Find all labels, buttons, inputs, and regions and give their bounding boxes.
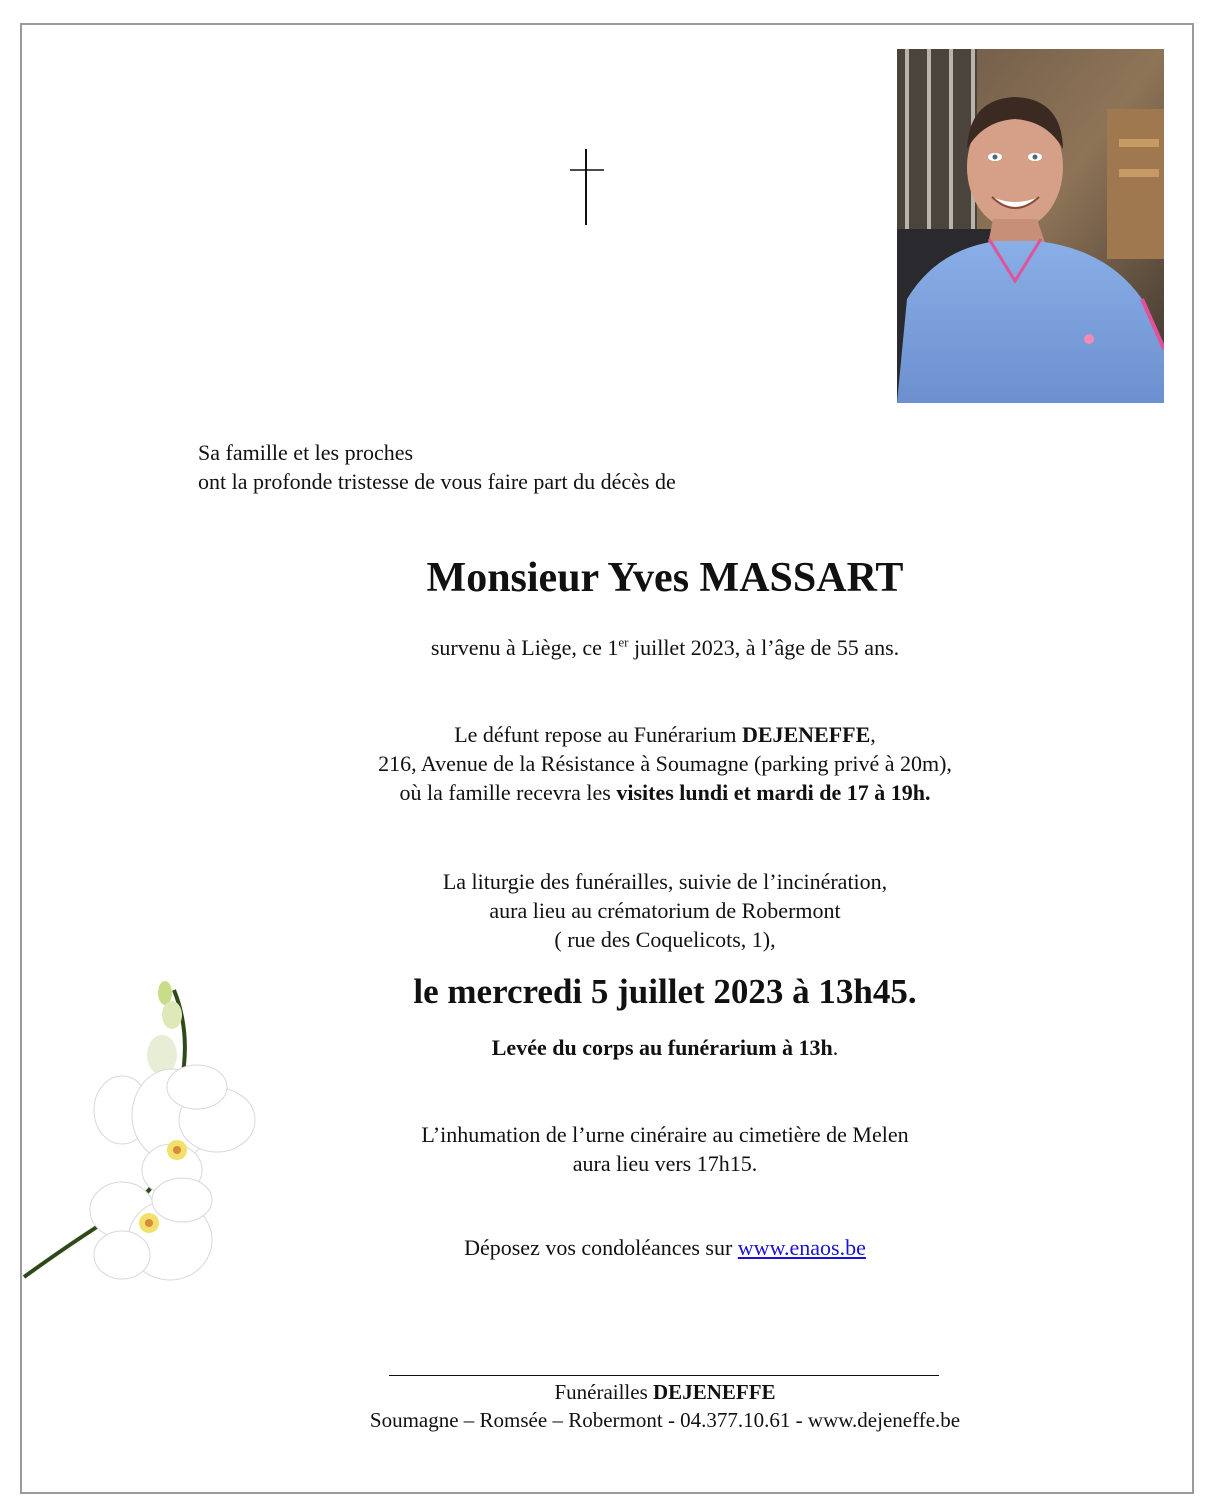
intro-line-2: ont la profonde tristesse de vous faire part du décès de: [198, 469, 676, 494]
footer-line-1: [300, 1378, 1030, 1406]
footer-prefix: Funérailles: [554, 1380, 654, 1404]
deceased-name: Monsieur Yves MASSART: [426, 555, 904, 601]
condolences-prefix: Déposez vos condoléances sur: [464, 1235, 738, 1260]
death-prefix: survenu à Liège, ce 1: [430, 635, 619, 660]
visiting-hours: visites lundi et mardi de 17 à 19h.: [616, 780, 931, 805]
repose-line-1-text: Le défunt repose au Funérarium: [454, 722, 742, 747]
liturgy-line-3: ( rue des Coquelicots, 1),: [554, 927, 776, 952]
liturgy-block: [300, 867, 1030, 954]
repose-line-3-text: où la famille recevra les: [399, 780, 617, 805]
repose-block: [300, 720, 1030, 807]
footer: [300, 1378, 1030, 1434]
repose-line-2: 216, Avenue de la Résistance à Soumagne (parking privé à 20m),: [378, 751, 952, 776]
repose-line-1: [300, 720, 1030, 749]
orchid-icon: [22, 965, 304, 1320]
levee-bold: Levée du corps au funérarium à 13h: [491, 1035, 833, 1060]
portrait-photo: [897, 49, 1164, 403]
intro-text: [198, 438, 676, 496]
footer-company: DEJENEFFE: [653, 1380, 776, 1404]
funerarium-name: DEJENEFFE: [741, 722, 871, 747]
repose-line-3: [300, 778, 1030, 807]
levee-suffix: .: [832, 1035, 839, 1060]
footer-line-2: Soumagne – Romsée – Robermont - 04.377.10.61 - www.dejeneffe.be: [369, 1408, 961, 1432]
death-suffix: juillet 2023, à l’âge de 55 ans.: [628, 635, 900, 660]
inhumation-block: [300, 1120, 1030, 1178]
levee-text: [300, 1033, 1030, 1062]
repose-line-1-suffix: ,: [870, 722, 876, 747]
ceremony-date: le mercredi 5 juillet 2023 à 13h45.: [413, 972, 917, 1011]
inhumation-line-2: aura lieu vers 17h15.: [572, 1151, 758, 1176]
condolences-text: [300, 1233, 1030, 1262]
footer-divider: [389, 1375, 939, 1376]
liturgy-line-1: La liturgie des funérailles, suivie de l’incinération,: [442, 869, 888, 894]
death-details: [300, 633, 1030, 662]
condolences-link[interactable]: www.enaos.be: [737, 1235, 866, 1260]
intro-line-1: Sa famille et les proches: [198, 440, 414, 465]
liturgy-line-2: aura lieu au crématorium de Robermont: [489, 898, 841, 923]
death-superscript: er: [618, 634, 629, 650]
cross-icon: [569, 149, 605, 225]
inhumation-line-1: L’inhumation de l’urne cinéraire au cimetière de Melen: [421, 1122, 909, 1147]
